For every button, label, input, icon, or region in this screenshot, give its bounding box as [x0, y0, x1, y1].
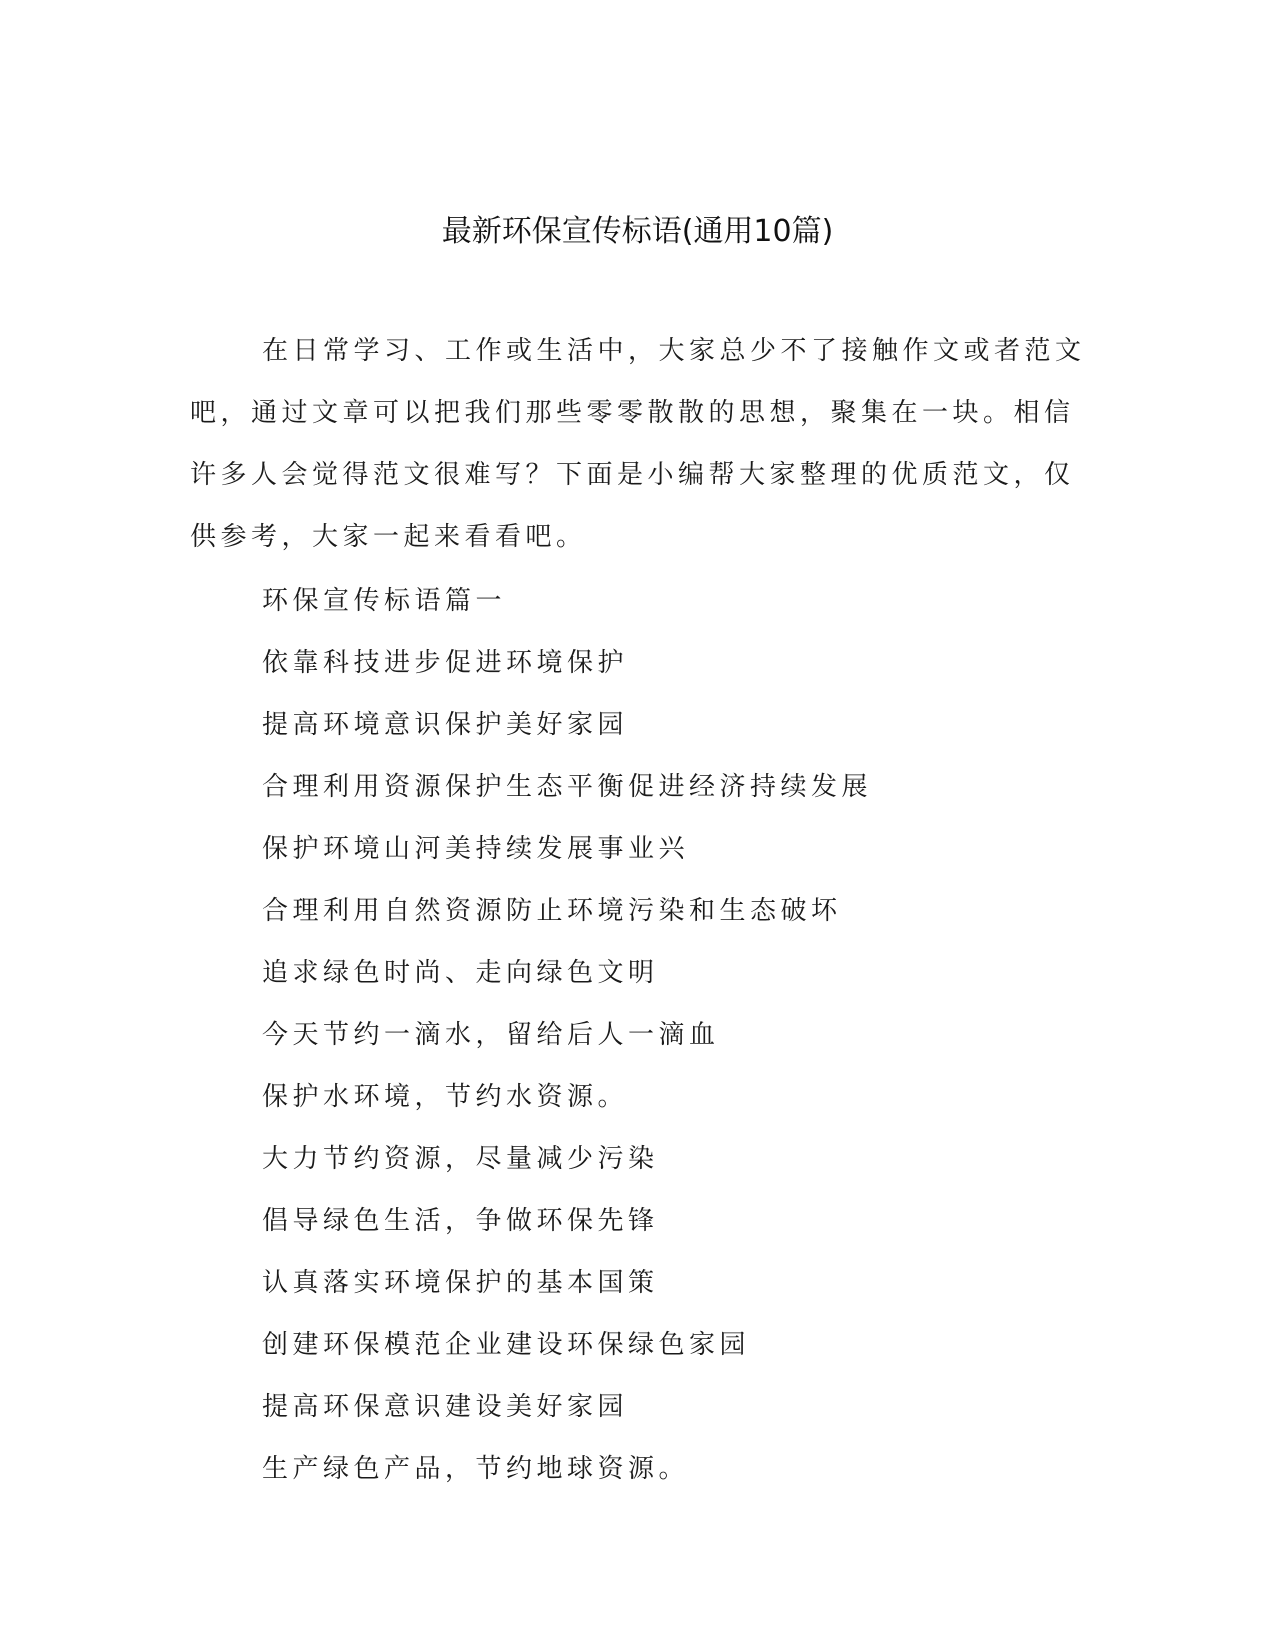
slogan-line: 认真落实环境保护的基本国策	[262, 1268, 659, 1298]
slogan-line: 追求绿色时尚、走向绿色文明	[262, 958, 659, 988]
slogan-line: 倡导绿色生活，争做环保先锋	[262, 1206, 659, 1236]
slogan-line: 生产绿色产品，节约地球资源。	[262, 1454, 690, 1484]
slogan-line: 依靠科技进步促进环境保护	[262, 648, 629, 678]
slogan-list	[262, 570, 1062, 1500]
slogan-line: 提高环境意识保护美好家园	[262, 710, 629, 740]
slogan-line: 保护环境山河美持续发展事业兴	[262, 834, 690, 864]
document-title: 最新环保宣传标语(通用10篇)	[441, 214, 834, 249]
slogan-line: 创建环保模范企业建设环保绿色家园	[262, 1330, 751, 1360]
intro-paragraph: 在日常学习、工作或生活中，大家总少不了接触作文或者范文吧，通过文章可以把我们那些零零散散的思想，聚集在一块。相信许多人会觉得范文很难写？下面是小编帮大家整理的优质范文，仅供参考，大家一起来看看吧。	[190, 336, 1086, 552]
slogan-line: 保护水环境，节约水资源。	[262, 1082, 629, 1112]
slogan-line: 合理利用自然资源防止环境污染和生态破坏	[262, 896, 842, 926]
section-heading: 环保宣传标语篇一	[262, 586, 507, 616]
slogan-line: 今天节约一滴水，留给后人一滴血	[262, 1020, 720, 1050]
slogan-line: 提高环保意识建设美好家园	[262, 1392, 629, 1422]
slogan-line: 合理利用资源保护生态平衡促进经济持续发展	[262, 772, 873, 802]
slogan-line: 大力节约资源，尽量减少污染	[262, 1144, 659, 1174]
